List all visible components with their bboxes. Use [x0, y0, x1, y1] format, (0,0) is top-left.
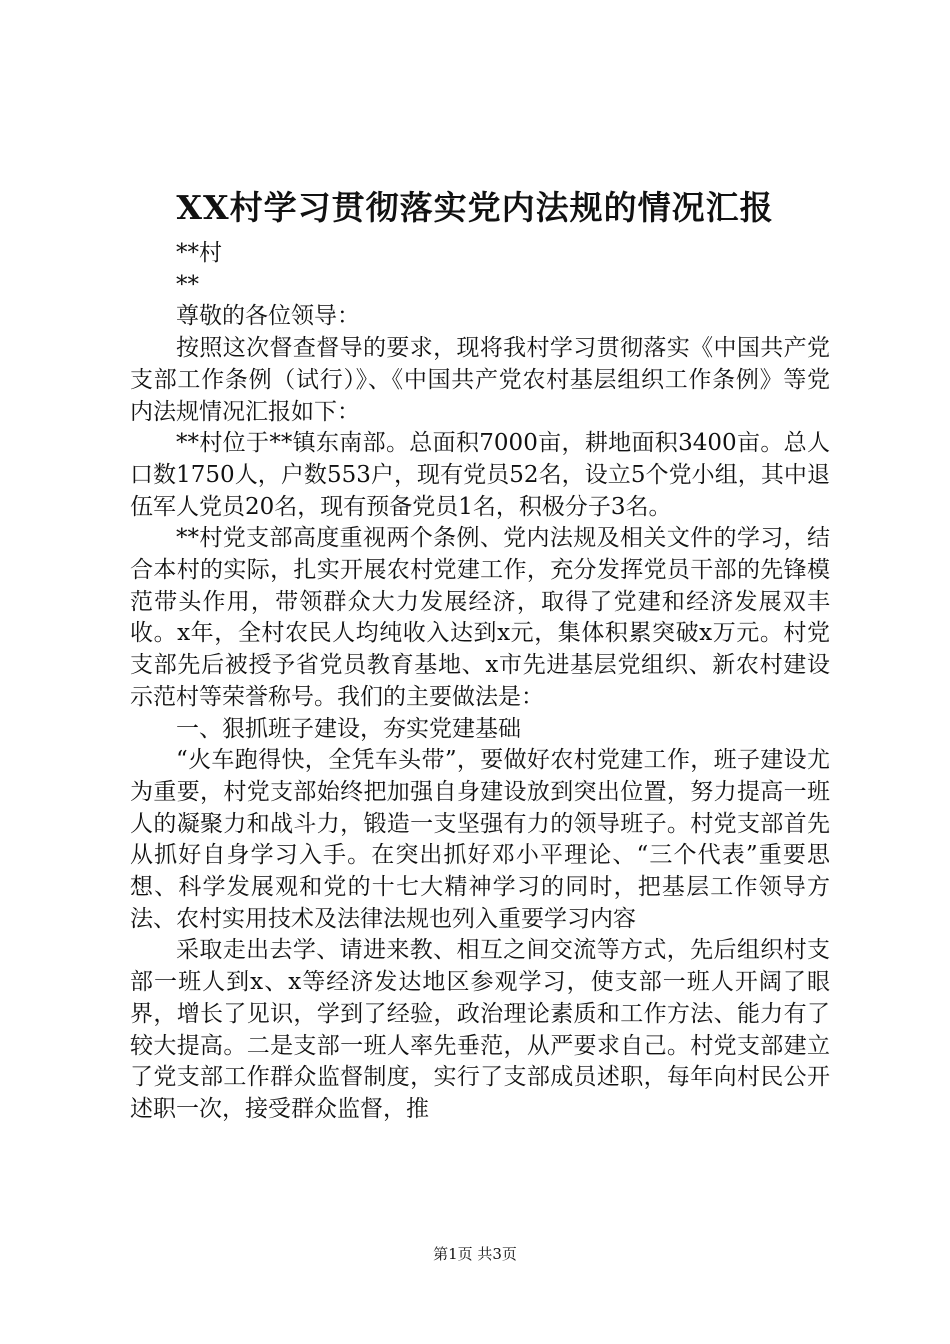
paragraph-study-methods: 采取走出去学、请进来教、相互之间交流等方式，先后组织村支部一班人到x、x等经济发达地区参观学习，使支部一班人开阔了眼界，增长了见识，学到了经验，政治理论素质和工作方法、能力有了较大提高。二是支部一班人率先垂范，从严要求自己。村党支部建立了党支部工作群众监督制度，实行了支部成员述职，每年向村民公开述职一次，接受群众监督，推 — [130, 937, 830, 1122]
page-number-footer: 第1页 共3页 — [433, 1245, 517, 1263]
paragraph-intro: 按照这次督查督导的要求，现将我村学习贯彻落实《中国共产党支部工作条例（试行）》、《中国共产党农村基层组织工作条例》等党内法规情况汇报如下： — [130, 335, 830, 425]
paragraph-team-building: “火车跑得快，全凭车头带”，要做好农村党建工作，班子建设尤为重要，村党支部始终把加强自身建设放到突出位置，努力提高一班人的凝聚力和战斗力，锻造一支坚强有力的领导班子。村党支部首先从抓好自身学习入手。在突出抓好邓小平理论、“三个代表”重要思想、科学发展观和党的十七大精神学习的同时，把基层工作领导方法、农村实用技术及法律法规也列入重要学习内容 — [130, 747, 830, 932]
document-body — [130, 238, 830, 1126]
paragraph-party-branch: **村党支部高度重视两个条例、党内法规及相关文件的学习，结合本村的实际，扎实开展农村党建工作，充分发挥党员干部的先锋模范带头作用，带领群众大力发展经济，取得了党建和经济发展双丰收。x年，全村农民人均纯收入达到x元，集体积累突破x万元。村党支部先后被授予省党员教育基地、x市先进基层党组织、新农村建设示范村等荣誉称号。我们的主要做法是： — [130, 525, 830, 710]
section-heading-1: 一、狠抓班子建设，夯实党建基础 — [176, 715, 521, 742]
paragraph-village: **村 — [176, 240, 222, 266]
paragraph-salutation: 尊敬的各位领导： — [176, 303, 360, 330]
paragraph-author: ** — [176, 271, 199, 298]
paragraph-village-overview: **村位于**镇东南部。总面积7000亩，耕地面积3400亩。总人口数1750人，户数553户，现有党员52名，设立5个党小组，其中退伍军人党员20名，现有预备党员1名，积极分子3名。 — [130, 430, 830, 520]
document-title: XX村学习贯彻落实党内法规的情况汇报 — [176, 188, 774, 227]
